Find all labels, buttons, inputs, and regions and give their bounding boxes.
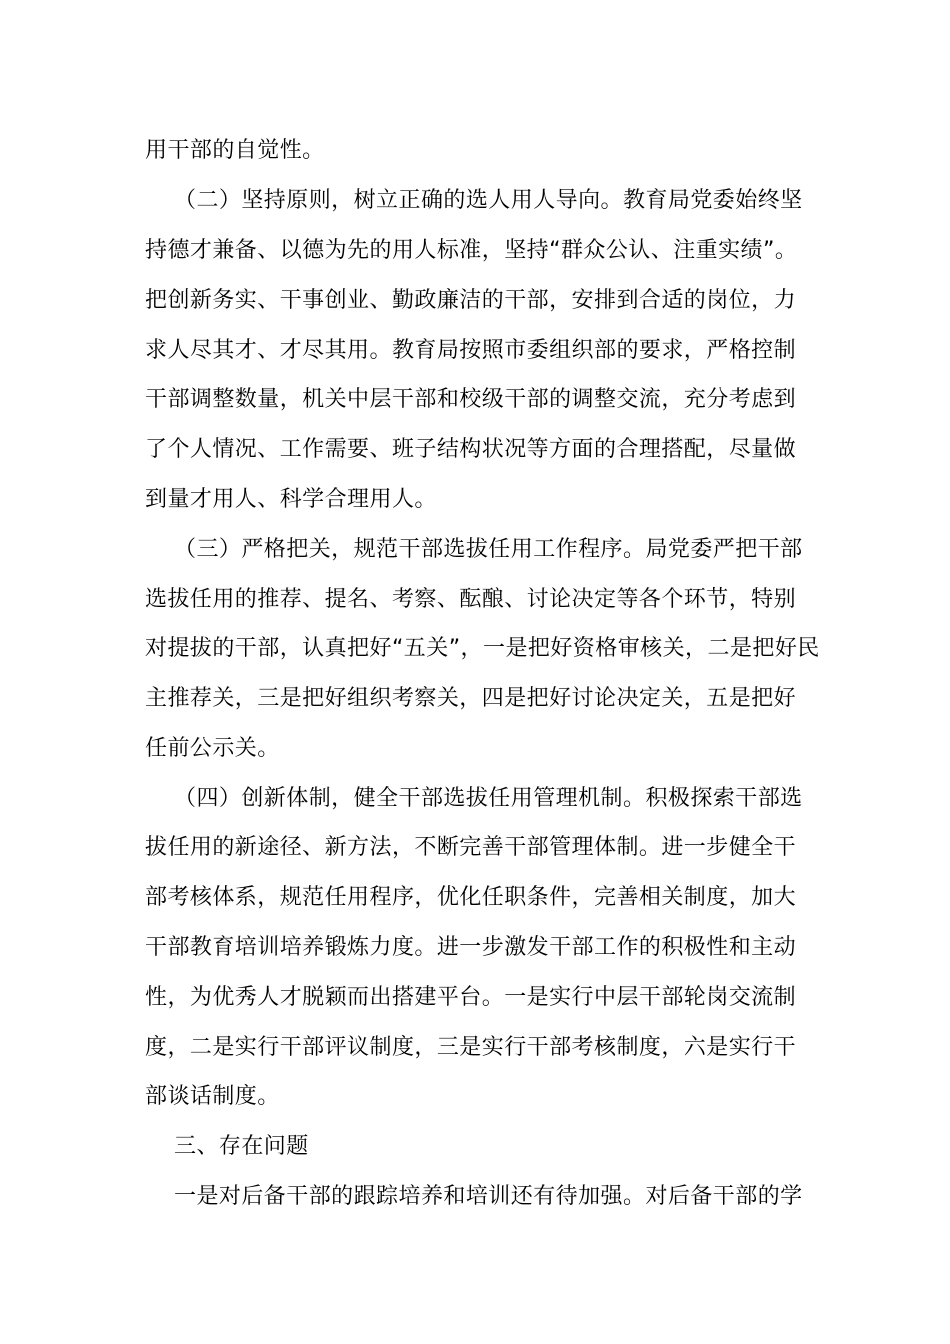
text-line: 对提拔的干部，认真把好“五关”，一是把好资格审核关，二是把好民	[145, 636, 820, 661]
text-line: 把创新务实、干事创业、勤政廉洁的干部，安排到合适的岗位，力	[145, 288, 797, 313]
text-line: 度，二是实行干部评议制度，三是实行干部考核制度，六是实行干	[145, 1035, 797, 1060]
section-heading: 三、存在问题	[174, 1134, 309, 1159]
text-line: 部考核体系，规范任用程序，优化任职条件，完善相关制度，加大	[145, 885, 797, 910]
text-line: 到量才用人、科学合理用人。	[145, 487, 437, 512]
text-line: 用干部的自觉性。	[145, 138, 325, 163]
text-line: 干部调整数量，机关中层干部和校级干部的调整交流，充分考虑到	[145, 387, 797, 412]
text-line: 任前公示关。	[145, 736, 280, 761]
text-line: 选拔任用的推荐、提名、考察、酝酿、讨论决定等各个环节，特别	[145, 587, 797, 612]
text-line: 求人尽其才、才尽其用。教育局按照市委组织部的要求，严格控制	[145, 338, 797, 363]
text-line: 了个人情况、工作需要、班子结构状况等方面的合理搭配，尽量做	[145, 437, 797, 462]
text-line: 干部教育培训培养锻炼力度。进一步激发干部工作的积极性和主动	[145, 935, 797, 960]
text-line: （三）严格把关，规范干部选拔任用工作程序。局党委严把干部	[174, 537, 803, 562]
text-line: 一是对后备干部的跟踪培养和培训还有待加强。对后备干部的学	[174, 1184, 803, 1209]
text-line: 部谈话制度。	[145, 1084, 280, 1109]
text-line: 持德才兼备、以德为先的用人标准，坚持“群众公认、注重实绩”。	[145, 238, 798, 263]
text-line: （二）坚持原则，树立正确的选人用人导向。教育局党委始终坚	[174, 188, 803, 213]
text-line: 性，为优秀人才脱颖而出搭建平台。一是实行中层干部轮岗交流制	[145, 985, 797, 1010]
text-line: 主推荐关，三是把好组织考察关，四是把好讨论决定关，五是把好	[145, 686, 797, 711]
text-line: （四）创新体制，健全干部选拔任用管理机制。积极探索干部选	[174, 786, 803, 811]
text-line: 拔任用的新途径、新方法，不断完善干部管理体制。进一步健全干	[145, 835, 797, 860]
